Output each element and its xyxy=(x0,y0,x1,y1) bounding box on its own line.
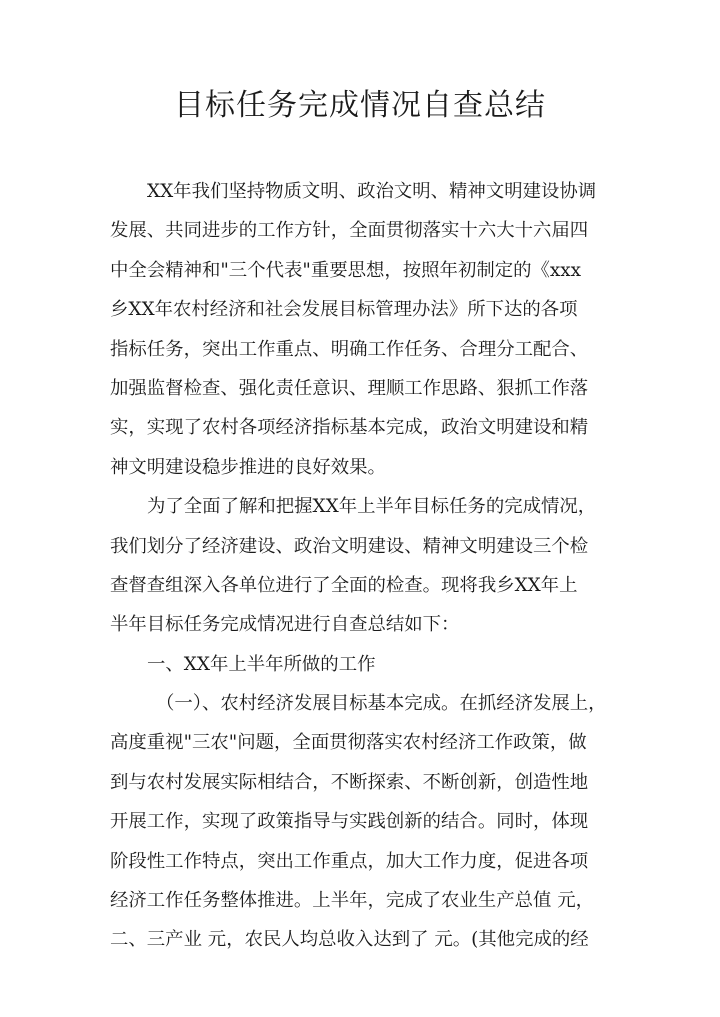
document-body xyxy=(110,172,610,960)
body-line: 我们划分了经济建设、政治文明建设、精神文明建设三个检 xyxy=(110,535,589,557)
document-title: 目标任务完成情况自查总结 xyxy=(174,88,546,123)
body-line: 阶段性工作特点，突出工作重点，加大工作力度，促进各项 xyxy=(110,850,589,872)
body-line: 高度重视"三农"问题，全面贯彻落实农村经济工作政策，做 xyxy=(110,732,587,754)
body-line: 为了全面了解和把握XX年上半年目标任务的完成情况， xyxy=(147,496,597,518)
body-line: 查督查组深入各单位进行了全面的检查。现将我乡XX年上 xyxy=(110,574,578,596)
body-line: 加强监督检查、强化责任意识、理顺工作思路、狠抓工作落 xyxy=(110,377,589,399)
section-heading: 一、XX年上半年所做的工作 xyxy=(147,653,376,675)
body-line: 二、三产业 元，农民人均总收入达到了 元。(其他完成的经 xyxy=(110,929,589,951)
body-line: 神文明建设稳步推进的良好效果。 xyxy=(110,456,386,478)
body-line: 开展工作，实现了政策指导与实践创新的结合。同时，体现 xyxy=(110,811,589,833)
body-line: 到与农村发展实际相结合，不断探索、不断创新，创造性地 xyxy=(110,771,589,793)
subsection-heading: （一）、农村经济发展目标基本完成。在抓经济发展上， xyxy=(156,693,607,715)
body-line: 指标任务，突出工作重点、明确工作任务、合理分工配合、 xyxy=(110,338,589,360)
body-line: 乡XX年农村经济和社会发展目标管理办法》所下达的各项 xyxy=(110,299,578,321)
body-line: 经济工作任务整体推进。上半年，完成了农业生产总值 元， xyxy=(110,890,595,912)
body-line: XX年我们坚持物质文明、政治文明、精神文明建设协调 xyxy=(147,181,597,202)
body-line: 实，实现了农村各项经济指标基本完成，政治文明建设和精 xyxy=(110,417,589,439)
body-line: 半年目标任务完成情况进行自查总结如下： xyxy=(110,614,460,636)
body-line: 中全会精神和"三个代表"重要思想，按照年初制定的《xxx xyxy=(110,259,582,281)
body-line: 发展、共同进步的工作方针，全面贯彻落实十六大十六届四 xyxy=(110,220,589,242)
